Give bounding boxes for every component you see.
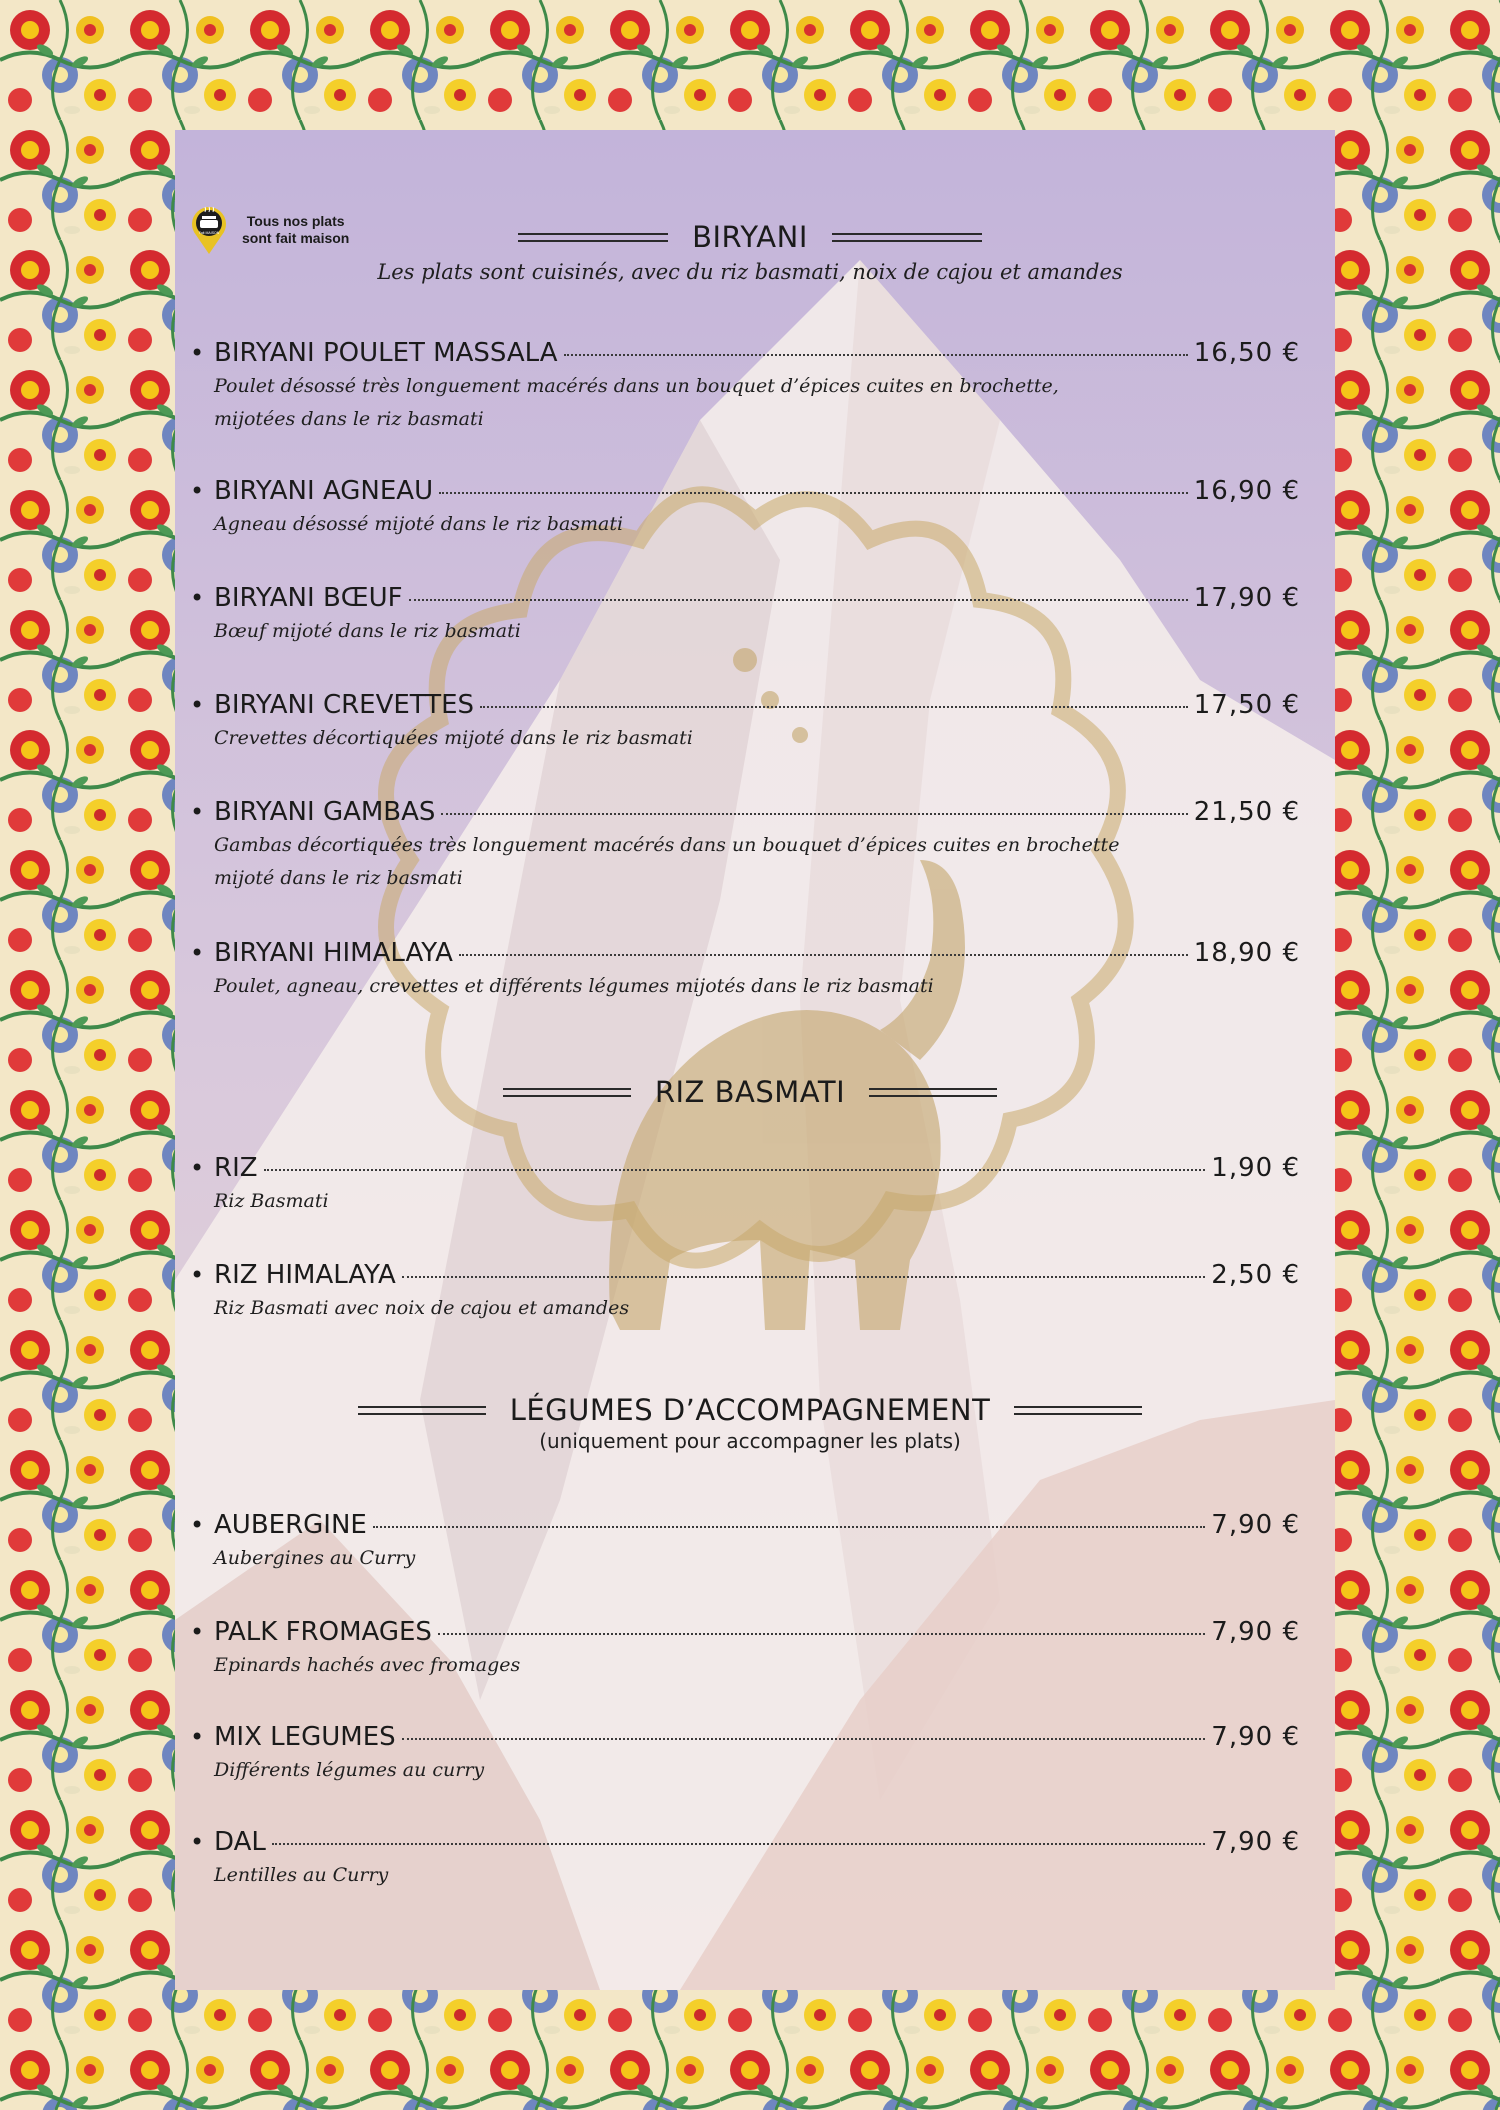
- dot-leader: [402, 1276, 1206, 1278]
- item-description: Gambas décortiquées très longuement macérés dans un bouquet d’épices cuites en brochette mijoté dans le riz basmati: [214, 834, 1120, 889]
- menu-item: [190, 338, 1300, 436]
- bullet-icon: •: [190, 1828, 205, 1856]
- item-price: 16,50 €: [1193, 338, 1300, 368]
- dot-leader: [373, 1526, 1205, 1528]
- section-biryani: [190, 220, 1310, 284]
- section-title: [190, 220, 1310, 254]
- item-name: RIZ HIMALAYA: [214, 1260, 396, 1290]
- bullet-icon: •: [190, 1154, 205, 1182]
- item-price: 1,90 €: [1211, 1153, 1300, 1183]
- title-rule-left: [518, 233, 668, 242]
- section-riz-basmati: [190, 1075, 1310, 1109]
- bullet-icon: •: [190, 477, 205, 505]
- dot-leader: [264, 1169, 1206, 1171]
- dot-leader: [564, 354, 1188, 356]
- item-price: 7,90 €: [1211, 1827, 1300, 1857]
- section-title-text: RIZ BASMATI: [654, 1075, 846, 1109]
- dot-leader: [409, 599, 1188, 601]
- section-legumes: [190, 1393, 1310, 1453]
- item-description: Riz Basmati: [214, 1190, 329, 1212]
- item-price: 7,90 €: [1211, 1510, 1300, 1540]
- item-description: Bœuf mijoté dans le riz basmati: [214, 620, 521, 642]
- section-title: [190, 1075, 1310, 1109]
- item-name: RIZ: [214, 1153, 258, 1183]
- item-name: BIRYANI BŒUF: [214, 583, 403, 613]
- badge-line-1: Tous nos plats: [246, 213, 345, 229]
- item-name: AUBERGINE: [214, 1510, 367, 1540]
- menu-item: [190, 1722, 1300, 1787]
- item-description: Lentilles au Curry: [214, 1864, 389, 1886]
- menu-item: [190, 690, 1300, 755]
- bullet-icon: •: [190, 584, 205, 612]
- section-title-text: BIRYANI: [692, 220, 808, 254]
- dot-leader: [438, 1633, 1205, 1635]
- title-rule-right: [869, 1088, 997, 1097]
- menu-item: [190, 476, 1300, 541]
- item-name: PALK FROMAGES: [214, 1617, 432, 1647]
- item-name: MIX LEGUMES: [214, 1722, 396, 1752]
- item-price: 17,90 €: [1193, 583, 1300, 613]
- title-rule-right: [1014, 1406, 1142, 1415]
- item-name: BIRYANI POULET MASSALA: [214, 338, 558, 368]
- bullet-icon: •: [190, 798, 205, 826]
- svg-text:Fait MAISON: Fait MAISON: [198, 231, 220, 235]
- title-rule-left: [503, 1088, 631, 1097]
- bullet-icon: •: [190, 1618, 205, 1646]
- section-title: [190, 1393, 1310, 1427]
- section-subtitle: Les plats sont cuisinés, avec du riz basmati, noix de cajou et amandes: [377, 260, 1123, 284]
- section-title-text: LÉGUMES D’ACCOMPAGNEMENT: [509, 1393, 991, 1427]
- item-price: 17,50 €: [1193, 690, 1300, 720]
- item-description: Crevettes décortiquées mijoté dans le riz basmati: [214, 727, 693, 749]
- item-description: Riz Basmati avec noix de cajou et amandes: [214, 1297, 630, 1319]
- title-rule-right: [832, 233, 982, 242]
- item-price: 7,90 €: [1211, 1617, 1300, 1647]
- item-price: 21,50 €: [1193, 797, 1300, 827]
- item-price: 2,50 €: [1211, 1260, 1300, 1290]
- bullet-icon: •: [190, 1511, 205, 1539]
- item-price: 16,90 €: [1193, 476, 1300, 506]
- bullet-icon: •: [190, 1261, 205, 1289]
- item-description: Poulet, agneau, crevettes et différents légumes mijotés dans le riz basmati: [214, 975, 934, 997]
- menu-item: [190, 797, 1300, 895]
- item-name: BIRYANI CREVETTES: [214, 690, 475, 720]
- item-description: Epinards hachés avec fromages: [214, 1654, 521, 1676]
- menu-item: [190, 1510, 1300, 1575]
- section-subtitle: (uniquement pour accompagner les plats): [539, 1429, 961, 1453]
- menu-item: [190, 1617, 1300, 1682]
- dot-leader: [441, 813, 1187, 815]
- item-price: 18,90 €: [1193, 938, 1300, 968]
- menu-item: [190, 938, 1300, 1003]
- item-name: BIRYANI HIMALAYA: [214, 938, 453, 968]
- bullet-icon: •: [190, 1723, 205, 1751]
- dot-leader: [272, 1843, 1205, 1845]
- bullet-icon: •: [190, 691, 205, 719]
- menu-item: [190, 1827, 1300, 1892]
- item-name: BIRYANI GAMBAS: [214, 797, 436, 827]
- dot-leader: [480, 706, 1188, 708]
- menu-item: [190, 1260, 1300, 1325]
- dot-leader: [459, 954, 1188, 956]
- badge-line-2: sont fait maison: [242, 230, 350, 246]
- title-rule-left: [358, 1406, 486, 1415]
- dot-leader: [439, 492, 1188, 494]
- item-description: Poulet désossé très longuement macérés dans un bouquet d’épices cuites en brochette, mijotées dans le riz basmati: [214, 375, 1059, 430]
- menu-content: [190, 190, 1310, 1920]
- item-price: 7,90 €: [1211, 1722, 1300, 1752]
- dot-leader: [402, 1738, 1206, 1740]
- item-description: Agneau désossé mijoté dans le riz basmati: [214, 513, 624, 535]
- item-name: BIRYANI AGNEAU: [214, 476, 434, 506]
- menu-item: [190, 1153, 1300, 1218]
- bullet-icon: •: [190, 939, 205, 967]
- item-description: Aubergines au Curry: [214, 1547, 416, 1569]
- menu-item: [190, 583, 1300, 648]
- bullet-icon: •: [190, 339, 205, 367]
- item-name: DAL: [214, 1827, 266, 1857]
- item-description: Différents légumes au curry: [214, 1759, 485, 1781]
